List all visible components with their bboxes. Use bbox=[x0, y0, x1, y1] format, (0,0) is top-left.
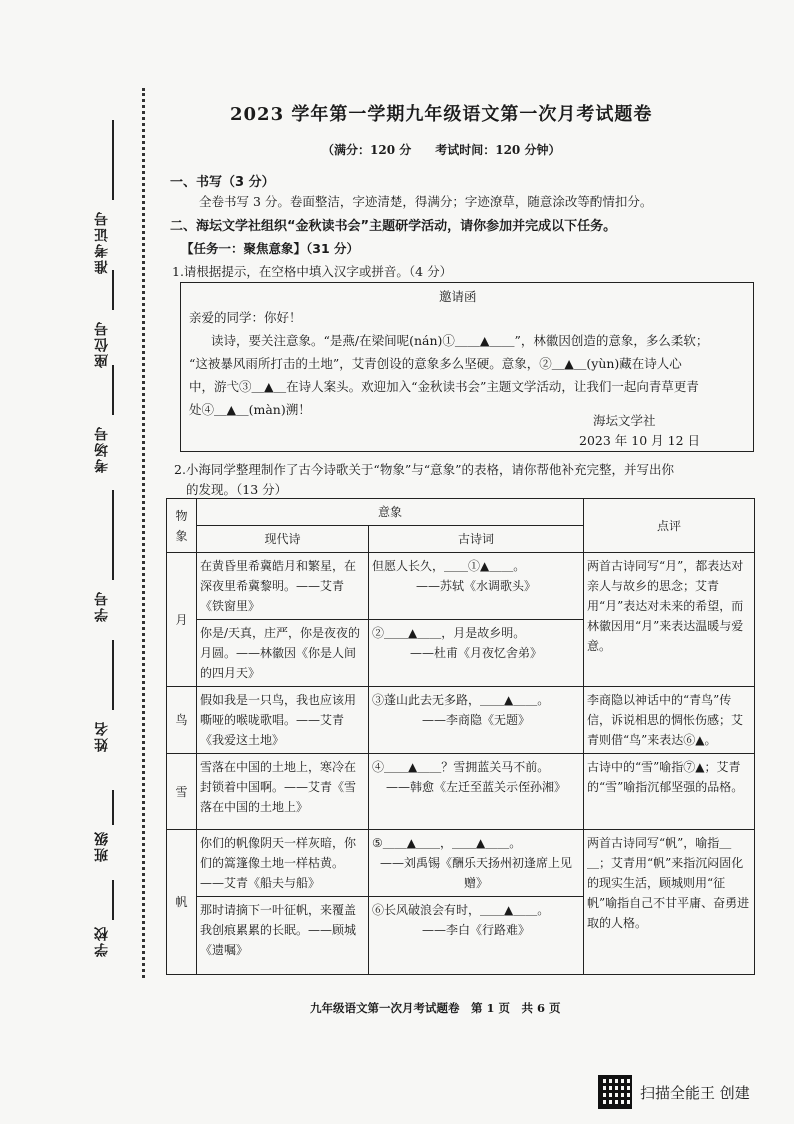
exam-number-line bbox=[112, 120, 114, 200]
letter-title: 邀请函 bbox=[439, 289, 477, 304]
comment-bird: 李商隐以神话中的“青鸟”传信，诉说相思的惆怅伤感；艾青则借“鸟”来表达⑥▲。 bbox=[584, 687, 755, 754]
letter-date: 2023 年 10 月 12 日 bbox=[579, 433, 700, 448]
header-classical: 古诗词 bbox=[369, 526, 584, 553]
row1-modern: 在黄昏里希冀皓月和繁星，在深夜里希冀黎明。——艾青《铁窗里》 bbox=[197, 553, 369, 620]
header-modern: 现代诗 bbox=[197, 526, 369, 553]
student-number-line bbox=[112, 490, 114, 580]
row1-classical-source: ——苏轼《水调歌头》 bbox=[416, 579, 537, 593]
section1-text: 全卷书写 3 分。卷面整洁，字迹清楚，得满分；字迹潦草，随意涂改等酌情扣分。 bbox=[199, 194, 653, 209]
row2-classical-source: ——杜甫《月夜忆舍弟》 bbox=[410, 646, 543, 660]
header-comment: 点评 bbox=[584, 499, 755, 553]
header-image: 意象 bbox=[197, 499, 584, 526]
room-number-line bbox=[112, 365, 114, 415]
student-number-label: 学号 bbox=[94, 590, 110, 622]
letter-greeting: 亲爱的同学：你好！ bbox=[189, 310, 302, 325]
row2-classical-line: ②＿＿▲＿＿，月是故乡明。 bbox=[372, 626, 526, 640]
letter-line-1: 读诗，要关注意象。“是燕/在梁间呢(nán)①＿＿▲＿＿”，林徽因创造的意象，多么柔软； bbox=[211, 333, 709, 348]
row4-modern: 雪落在中国的土地上，寒冷在封锁着中国啊。——艾青《雪落在中国的土地上》 bbox=[197, 754, 369, 830]
row1-classical bbox=[369, 553, 584, 620]
row4-classical bbox=[369, 754, 584, 830]
seat-number-line bbox=[112, 270, 114, 310]
row5-classical bbox=[369, 830, 584, 897]
row2-modern: 你是/天真，庄严，你是夜夜的月圆。——林徽因《你是人间的四月天》 bbox=[197, 620, 369, 687]
section2-heading: 二、海坛文学社组织“金秋读书会”主题研学活动，请你参加并完成以下任务。 bbox=[170, 219, 617, 234]
row3-classical-source: ——李商隐《无题》 bbox=[422, 713, 531, 727]
row6-classical bbox=[369, 897, 584, 975]
binding-dashed-line bbox=[142, 88, 145, 978]
comment-sail: 两首古诗同写“帆”，喻指＿＿；艾青用“帆”来指沉闷固化的现实生活，顾城则用“征帆”喻指自己不甘平庸、奋勇进取的人格。 bbox=[584, 830, 755, 975]
letter-line-3: 中，游弋③＿▲＿在诗人案头。欢迎加入“金秋读书会”主题文学活动，让我们一起向青草更青 bbox=[189, 379, 699, 394]
object-sail: 帆 bbox=[167, 830, 197, 975]
school-label: 学校 bbox=[94, 925, 110, 957]
section1-heading: 一、书写（3 分） bbox=[170, 175, 275, 190]
poetry-table bbox=[166, 498, 755, 975]
header-object: 物象 bbox=[167, 499, 197, 553]
object-snow: 雪 bbox=[167, 754, 197, 830]
class-label: 班级 bbox=[94, 830, 110, 862]
row5-classical-source: ——刘禹锡《酬乐天扬州初逢席上见赠》 bbox=[380, 856, 573, 890]
row6-modern: 那时请摘下一叶征帆，来覆盖我创痕累累的长眠。——顾城《遗嘱》 bbox=[197, 897, 369, 975]
letter-line-2: “这被暴风雨所打击的土地”，艾青创设的意象多么坚硬。意象，②＿▲＿(yùn)藏在诗人心 bbox=[189, 356, 682, 371]
name-line bbox=[112, 640, 114, 710]
object-moon: 月 bbox=[167, 553, 197, 687]
row3-modern: 假如我是一只鸟，我也应该用嘶哑的喉咙歌唱。——艾青《我爱这土地》 bbox=[197, 687, 369, 754]
letter-line-4: 处④＿▲＿(màn)溯！ bbox=[189, 402, 311, 417]
seat-number-label: 座位号 bbox=[94, 320, 110, 368]
class-line bbox=[112, 790, 114, 825]
row4-classical-line: ④＿＿▲＿＿？雪拥蓝关马不前。 bbox=[372, 760, 550, 774]
task1-heading: 【任务一：聚焦意象】（31 分） bbox=[181, 241, 359, 256]
row5-modern: 你们的帆像阴天一样灰暗，你们的篙篷像土地一样枯黄。——艾青《船夫与船》 bbox=[197, 830, 369, 897]
row6-classical-source: ——李白《行路难》 bbox=[422, 923, 531, 937]
name-label: 姓名 bbox=[94, 720, 110, 752]
exam-subtitle: （满分：120 分 考试时间：120 分钟） bbox=[322, 143, 561, 157]
question2-prompt-1: 2.小海同学整理制作了古今诗歌关于“物象”与“意象”的表格，请你帮他补充完整，并写出你 bbox=[174, 462, 674, 477]
row3-classical bbox=[369, 687, 584, 754]
row1-classical-line: 但愿人长久，＿＿①▲＿＿。 bbox=[372, 559, 526, 573]
comment-snow: 古诗中的“雪”喻指⑦▲；艾青的“雪”喻指沉郁坚强的品格。 bbox=[584, 754, 755, 830]
row6-classical-line: ⑥长风破浪会有时，＿＿▲＿＿。 bbox=[372, 903, 550, 917]
question2-prompt-2: 的发现。（13 分） bbox=[186, 482, 288, 497]
row3-classical-line: ③蓬山此去无多路，＿＿▲＿＿。 bbox=[372, 693, 550, 707]
scanner-watermark: 扫描全能王 创建 bbox=[640, 1084, 750, 1102]
page-footer: 九年级语文第一次月考试题卷 第 1 页 共 6 页 bbox=[310, 1001, 561, 1015]
school-line bbox=[112, 880, 114, 920]
exam-title: 2023 学年第一学期九年级语文第一次月考试题卷 bbox=[230, 104, 653, 125]
letter-signature: 海坛文学社 bbox=[593, 413, 656, 428]
row5-classical-line: ⑤＿＿▲＿＿，＿＿▲＿＿。 bbox=[372, 836, 522, 850]
comment-moon: 两首古诗同写“月”，都表达对亲人与故乡的思念；艾青用“月”表达对未来的希望，而林徽因用“月”来表达温暖与爱意。 bbox=[584, 553, 755, 687]
object-bird: 鸟 bbox=[167, 687, 197, 754]
row2-classical bbox=[369, 620, 584, 687]
question1-prompt: 1.请根据提示，在空格中填入汉字或拼音。（4 分） bbox=[172, 264, 453, 279]
exam-number-label: 准考证号 bbox=[94, 210, 110, 274]
qr-code-icon bbox=[598, 1075, 632, 1109]
invitation-letter bbox=[180, 282, 754, 452]
row4-classical-source: ——韩愈《左迁至蓝关示侄孙湘》 bbox=[386, 780, 567, 794]
room-number-label: 考场号 bbox=[94, 425, 110, 473]
